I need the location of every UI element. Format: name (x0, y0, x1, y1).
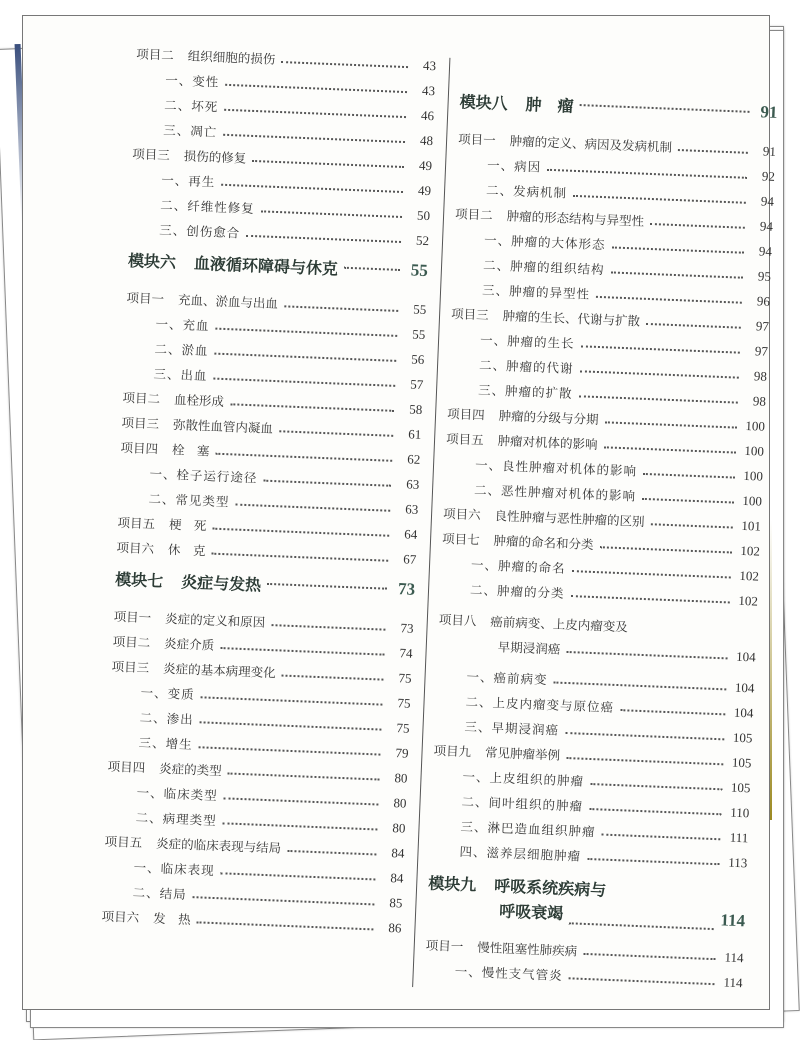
page-number: 105 (730, 779, 751, 796)
entry-title: 三、增生 (138, 734, 193, 753)
dot-leader (580, 104, 750, 113)
toc-right-column (424, 78, 778, 991)
page-number: 94 (760, 193, 775, 209)
entry-label (165, 70, 220, 90)
entry-title: 三、早期浸润癌 (464, 718, 560, 738)
entry-label (133, 858, 215, 879)
page-number: 100 (743, 467, 764, 484)
entry-title: 二、病理类型 (135, 809, 217, 829)
entry-title: 二、间叶组织的肿瘤 (461, 793, 584, 814)
page-number: 43 (422, 57, 437, 74)
page-number: 104 (735, 648, 756, 665)
entry-number: 模块九 (427, 873, 477, 895)
entry-title: 栓 塞 (171, 441, 210, 459)
entry-title: 梗 死 (168, 516, 207, 534)
page-number: 114 (724, 949, 744, 966)
entry-title: 常见肿瘤举例 (484, 744, 561, 763)
entry-number: 项目二 (122, 389, 161, 407)
entry-label (155, 314, 210, 334)
page-number: 64 (403, 526, 418, 542)
entry-label (136, 783, 218, 804)
entry-title: 一、良性肿瘤对机体的影响 (474, 457, 638, 479)
page-number: 97 (755, 318, 770, 334)
entry-title: 二、渗出 (139, 709, 194, 728)
entry-title: 肿瘤的生长、代谢与扩散 (502, 308, 641, 329)
entry-title: 肿瘤的命名和分类 (493, 532, 594, 552)
entry-title: 一、临床表现 (133, 859, 215, 879)
page-number: 48 (419, 132, 434, 149)
entry-number: 项目四 (107, 758, 146, 776)
page-number: 91 (762, 143, 777, 159)
toc-item[interactable] (438, 603, 758, 666)
entry-number: 项目四 (120, 439, 159, 457)
page-number: 75 (396, 720, 410, 736)
entry-label (115, 566, 262, 595)
entry-label (148, 489, 230, 510)
page-number: 114 (723, 974, 743, 991)
page-number: 85 (389, 895, 403, 911)
page-number: 79 (395, 745, 409, 761)
page-number: 55 (413, 301, 427, 318)
entry-title: 癌前病变、上皮内瘤变及 (490, 613, 629, 635)
page-number: 52 (415, 232, 430, 249)
page-number: 74 (399, 645, 413, 661)
dot-leader (650, 223, 745, 229)
page-number: 86 (388, 920, 402, 936)
dot-leader (281, 675, 383, 681)
entry-title: 一、充血 (155, 316, 210, 334)
page-number: 102 (740, 542, 761, 559)
entry-title: 肿瘤的形态结构与异型性 (506, 208, 645, 229)
entry-number: 项目二 (454, 206, 493, 223)
entry-number: 项目三 (121, 414, 160, 432)
entry-title: 一、上皮组织的肿瘤 (462, 768, 585, 789)
page-number: 80 (393, 795, 407, 811)
entry-number: 项目三 (450, 306, 489, 323)
page-number: 113 (728, 854, 748, 871)
page-number: 110 (730, 804, 750, 821)
entry-title: 发 热 (152, 910, 191, 928)
dot-leader (284, 305, 398, 312)
entry-number: 项目六 (442, 505, 481, 523)
entry-label (480, 330, 575, 352)
entry-title-continued: 呼吸衰竭 (498, 901, 564, 924)
entry-title: 一、栓子运行途径 (149, 466, 258, 486)
page-number: 58 (409, 401, 423, 417)
dot-leader (642, 498, 734, 504)
page-number: 43 (421, 82, 436, 99)
entry-title: 肿瘤的分级与分期 (498, 408, 599, 428)
entry-title: 二、常见类型 (148, 491, 230, 510)
page-number: 111 (729, 829, 749, 846)
entry-title: 二、纤维性修复 (159, 197, 256, 217)
dot-leader (281, 61, 408, 68)
page-number: 63 (404, 501, 419, 517)
entry-number: 项目三 (132, 146, 171, 163)
dot-leader (583, 953, 715, 960)
entry-number: 模块七 (114, 569, 164, 591)
dot-leader (650, 523, 732, 528)
entry-title: 炎症的类型 (158, 760, 222, 779)
dot-leader (566, 651, 727, 659)
dot-leader (587, 858, 719, 865)
entry-title: 一、病因 (486, 157, 542, 175)
entry-title: 肿瘤的定义、病因及发病机制 (509, 133, 673, 155)
entry-title: 慢性阻塞性肺疾病 (476, 939, 578, 959)
dot-leader (589, 808, 721, 815)
entry-label (459, 842, 581, 865)
entry-number: 项目一 (457, 131, 496, 148)
dot-leader (279, 430, 393, 437)
entry-number: 模块六 (127, 250, 177, 272)
entry-title: 二、发病机制 (485, 182, 568, 201)
dot-leader (344, 267, 400, 271)
page-number: 104 (734, 679, 755, 696)
page-number: 84 (390, 870, 404, 886)
entry-number: 项目一 (425, 937, 464, 955)
entry-label (163, 120, 218, 140)
entry-number: 项目六 (101, 908, 140, 926)
entry-label (459, 89, 574, 117)
page-number: 98 (753, 368, 768, 384)
entry-label (139, 708, 194, 728)
entry-title: 一、肿瘤的大体形态 (483, 232, 606, 253)
page-number: 100 (745, 417, 766, 434)
entry-title: 二、坏死 (164, 97, 219, 115)
page-number: 114 (720, 910, 746, 931)
dot-leader (197, 921, 374, 930)
entry-label (154, 339, 209, 359)
entry-title-continued: 早期浸润癌 (497, 639, 561, 657)
dot-leader (261, 210, 402, 218)
page-number: 100 (742, 492, 763, 509)
entry-title: 一、变质 (140, 684, 195, 703)
entry-title: 一、变性 (165, 72, 220, 90)
page-number: 105 (731, 754, 752, 771)
entry-title: 三、淋巴造血组织肿瘤 (460, 818, 596, 840)
entry-label (161, 170, 216, 190)
page-number: 55 (410, 260, 429, 281)
entry-title: 肿 瘤 (525, 94, 575, 116)
dot-leader (596, 296, 742, 304)
page-number: 46 (420, 107, 435, 124)
entry-label (135, 808, 217, 829)
dot-leader (611, 246, 743, 253)
entry-number: 项目三 (111, 658, 150, 676)
page-number: 62 (406, 451, 421, 467)
entry-title: 一、肿瘤的生长 (479, 332, 575, 352)
entry-label (479, 355, 574, 377)
dot-leader (570, 595, 729, 603)
entry-number: 项目八 (438, 611, 477, 629)
entry-title: 炎症的定义和原因 (164, 610, 266, 630)
page-number: 101 (741, 517, 762, 534)
entry-title: 三、肿瘤的扩散 (477, 382, 573, 401)
dot-leader (643, 473, 735, 479)
entry-label (486, 180, 568, 201)
entry-title: 充血、淤血与出血 (177, 292, 279, 312)
entry-title: 二、肿瘤的分类 (469, 582, 565, 601)
page-number: 75 (397, 695, 411, 711)
page-number: 95 (757, 268, 772, 284)
entry-title: 二、结局 (132, 884, 187, 902)
entry-number: 项目一 (113, 608, 152, 626)
toc-page (22, 15, 778, 1010)
entry-label (128, 248, 339, 279)
page-number: 73 (400, 620, 414, 636)
entry-number: 项目五 (104, 833, 143, 851)
entry-title: 肿瘤对机体的影响 (497, 433, 598, 453)
page-number: 75 (398, 670, 412, 686)
entry-label (101, 907, 191, 929)
page-number: 80 (394, 770, 408, 786)
page-number: 57 (410, 376, 424, 392)
entry-title: 二、恶性肿瘤对机体的影响 (473, 482, 637, 504)
entry-number: 项目六 (116, 539, 155, 557)
entry-title: 炎症的基本病理变化 (162, 660, 276, 681)
entry-title: 二、肿瘤的代谢 (478, 357, 574, 377)
dot-leader (267, 583, 387, 590)
entry-number: 项目一 (126, 290, 165, 307)
entry-title: 血液循环障碍与休克 (193, 253, 339, 278)
dot-leader (569, 922, 714, 930)
page-number: 50 (416, 207, 431, 224)
dot-leader (263, 480, 391, 487)
entry-label (120, 438, 210, 460)
entry-label (478, 380, 573, 402)
entry-label (470, 580, 565, 602)
page-number: 49 (418, 157, 433, 174)
dot-leader (601, 834, 720, 841)
page-number: 102 (738, 592, 759, 609)
entry-title: 三、出血 (153, 366, 208, 384)
page-number: 63 (405, 476, 420, 492)
dot-leader (252, 160, 404, 168)
page-number: 97 (754, 343, 769, 359)
dot-leader (604, 421, 736, 428)
entry-label (164, 95, 219, 115)
entry-title: 四、滋养层细胞肿瘤 (459, 843, 582, 864)
entry-title: 一、再生 (161, 172, 216, 190)
entry-title: 三、肿瘤的异型性 (481, 282, 591, 302)
entry-label (471, 555, 566, 577)
dot-leader (603, 446, 735, 453)
entry-title: 一、慢性支气管炎 (454, 963, 564, 984)
entry-number: 项目九 (433, 742, 472, 760)
dot-leader (599, 546, 731, 553)
entry-title: 休 克 (167, 541, 206, 559)
entry-title: 弥散性血管内凝血 (172, 416, 274, 436)
dot-leader (271, 624, 385, 631)
page-number: 102 (739, 567, 760, 584)
entry-title: 血栓形成 (173, 392, 225, 409)
page-number: 61 (408, 426, 422, 442)
entry-number: 项目四 (446, 405, 485, 423)
entry-title: 二、肿瘤的组织结构 (482, 257, 605, 278)
entry-title: 一、肿瘤的命名 (470, 557, 566, 576)
page-number: 104 (733, 704, 754, 721)
entry-label (132, 883, 187, 903)
entry-title: 炎症与发热 (180, 571, 262, 595)
entry-label (138, 733, 193, 753)
entry-number: 模块八 (459, 91, 509, 113)
toc-module-heading[interactable] (427, 869, 747, 932)
dot-leader (569, 977, 715, 985)
page-number: 49 (417, 182, 432, 199)
dot-leader (228, 772, 380, 780)
page-number: 80 (392, 820, 406, 836)
entry-title: 良性肿瘤与恶性肿瘤的区别 (494, 507, 645, 529)
entry-label (464, 717, 559, 739)
entry-label (116, 538, 206, 560)
entry-label (140, 683, 195, 703)
page-number: 56 (411, 351, 425, 368)
entry-title: 损伤的修复 (183, 148, 247, 166)
entry-label (454, 962, 563, 984)
entry-label (160, 195, 255, 217)
entry-title: 组织细胞的损伤 (187, 48, 276, 67)
entry-title: 三、凋亡 (163, 122, 218, 140)
entry-label (466, 667, 548, 688)
dot-leader (678, 149, 748, 154)
entry-label (159, 220, 241, 241)
page-number: 84 (391, 845, 405, 861)
entry-number: 项目五 (117, 514, 156, 532)
entry-label (117, 513, 207, 535)
entry-label (153, 364, 208, 384)
entry-title: 呼吸系统疾病与 (493, 876, 607, 900)
toc-left-column (101, 37, 436, 936)
entry-number: 项目二 (112, 633, 151, 651)
page-number: 92 (761, 168, 776, 184)
entry-title: 一、临床类型 (136, 784, 218, 804)
page-number: 100 (744, 442, 765, 459)
page-number: 67 (402, 551, 417, 567)
entry-title: 二、上皮内瘤变与原位癌 (465, 693, 615, 715)
page-number: 73 (397, 579, 416, 599)
dot-leader (646, 323, 741, 329)
page-number: 98 (752, 393, 767, 409)
entry-number: 项目七 (441, 530, 480, 548)
entry-title: 一、癌前病变 (466, 668, 548, 688)
page-number: 94 (758, 243, 773, 259)
dot-leader (610, 271, 742, 278)
page-number: 94 (759, 218, 774, 234)
page-number: 91 (760, 102, 778, 122)
entry-title: 炎症的临床表现与结局 (155, 835, 282, 856)
entry-number: 项目二 (136, 46, 175, 63)
page-number: 55 (412, 326, 426, 343)
dot-leader (590, 783, 722, 790)
dot-leader (620, 709, 725, 715)
entry-title: 炎症介质 (163, 635, 215, 653)
page-number: 105 (732, 729, 753, 746)
entry-label (487, 155, 542, 175)
dot-leader (287, 850, 376, 856)
entry-title: 二、淤血 (154, 341, 209, 359)
page-number: 96 (756, 293, 771, 309)
entry-number: 项目五 (445, 430, 484, 448)
entry-title: 三、创伤愈合 (158, 222, 241, 241)
